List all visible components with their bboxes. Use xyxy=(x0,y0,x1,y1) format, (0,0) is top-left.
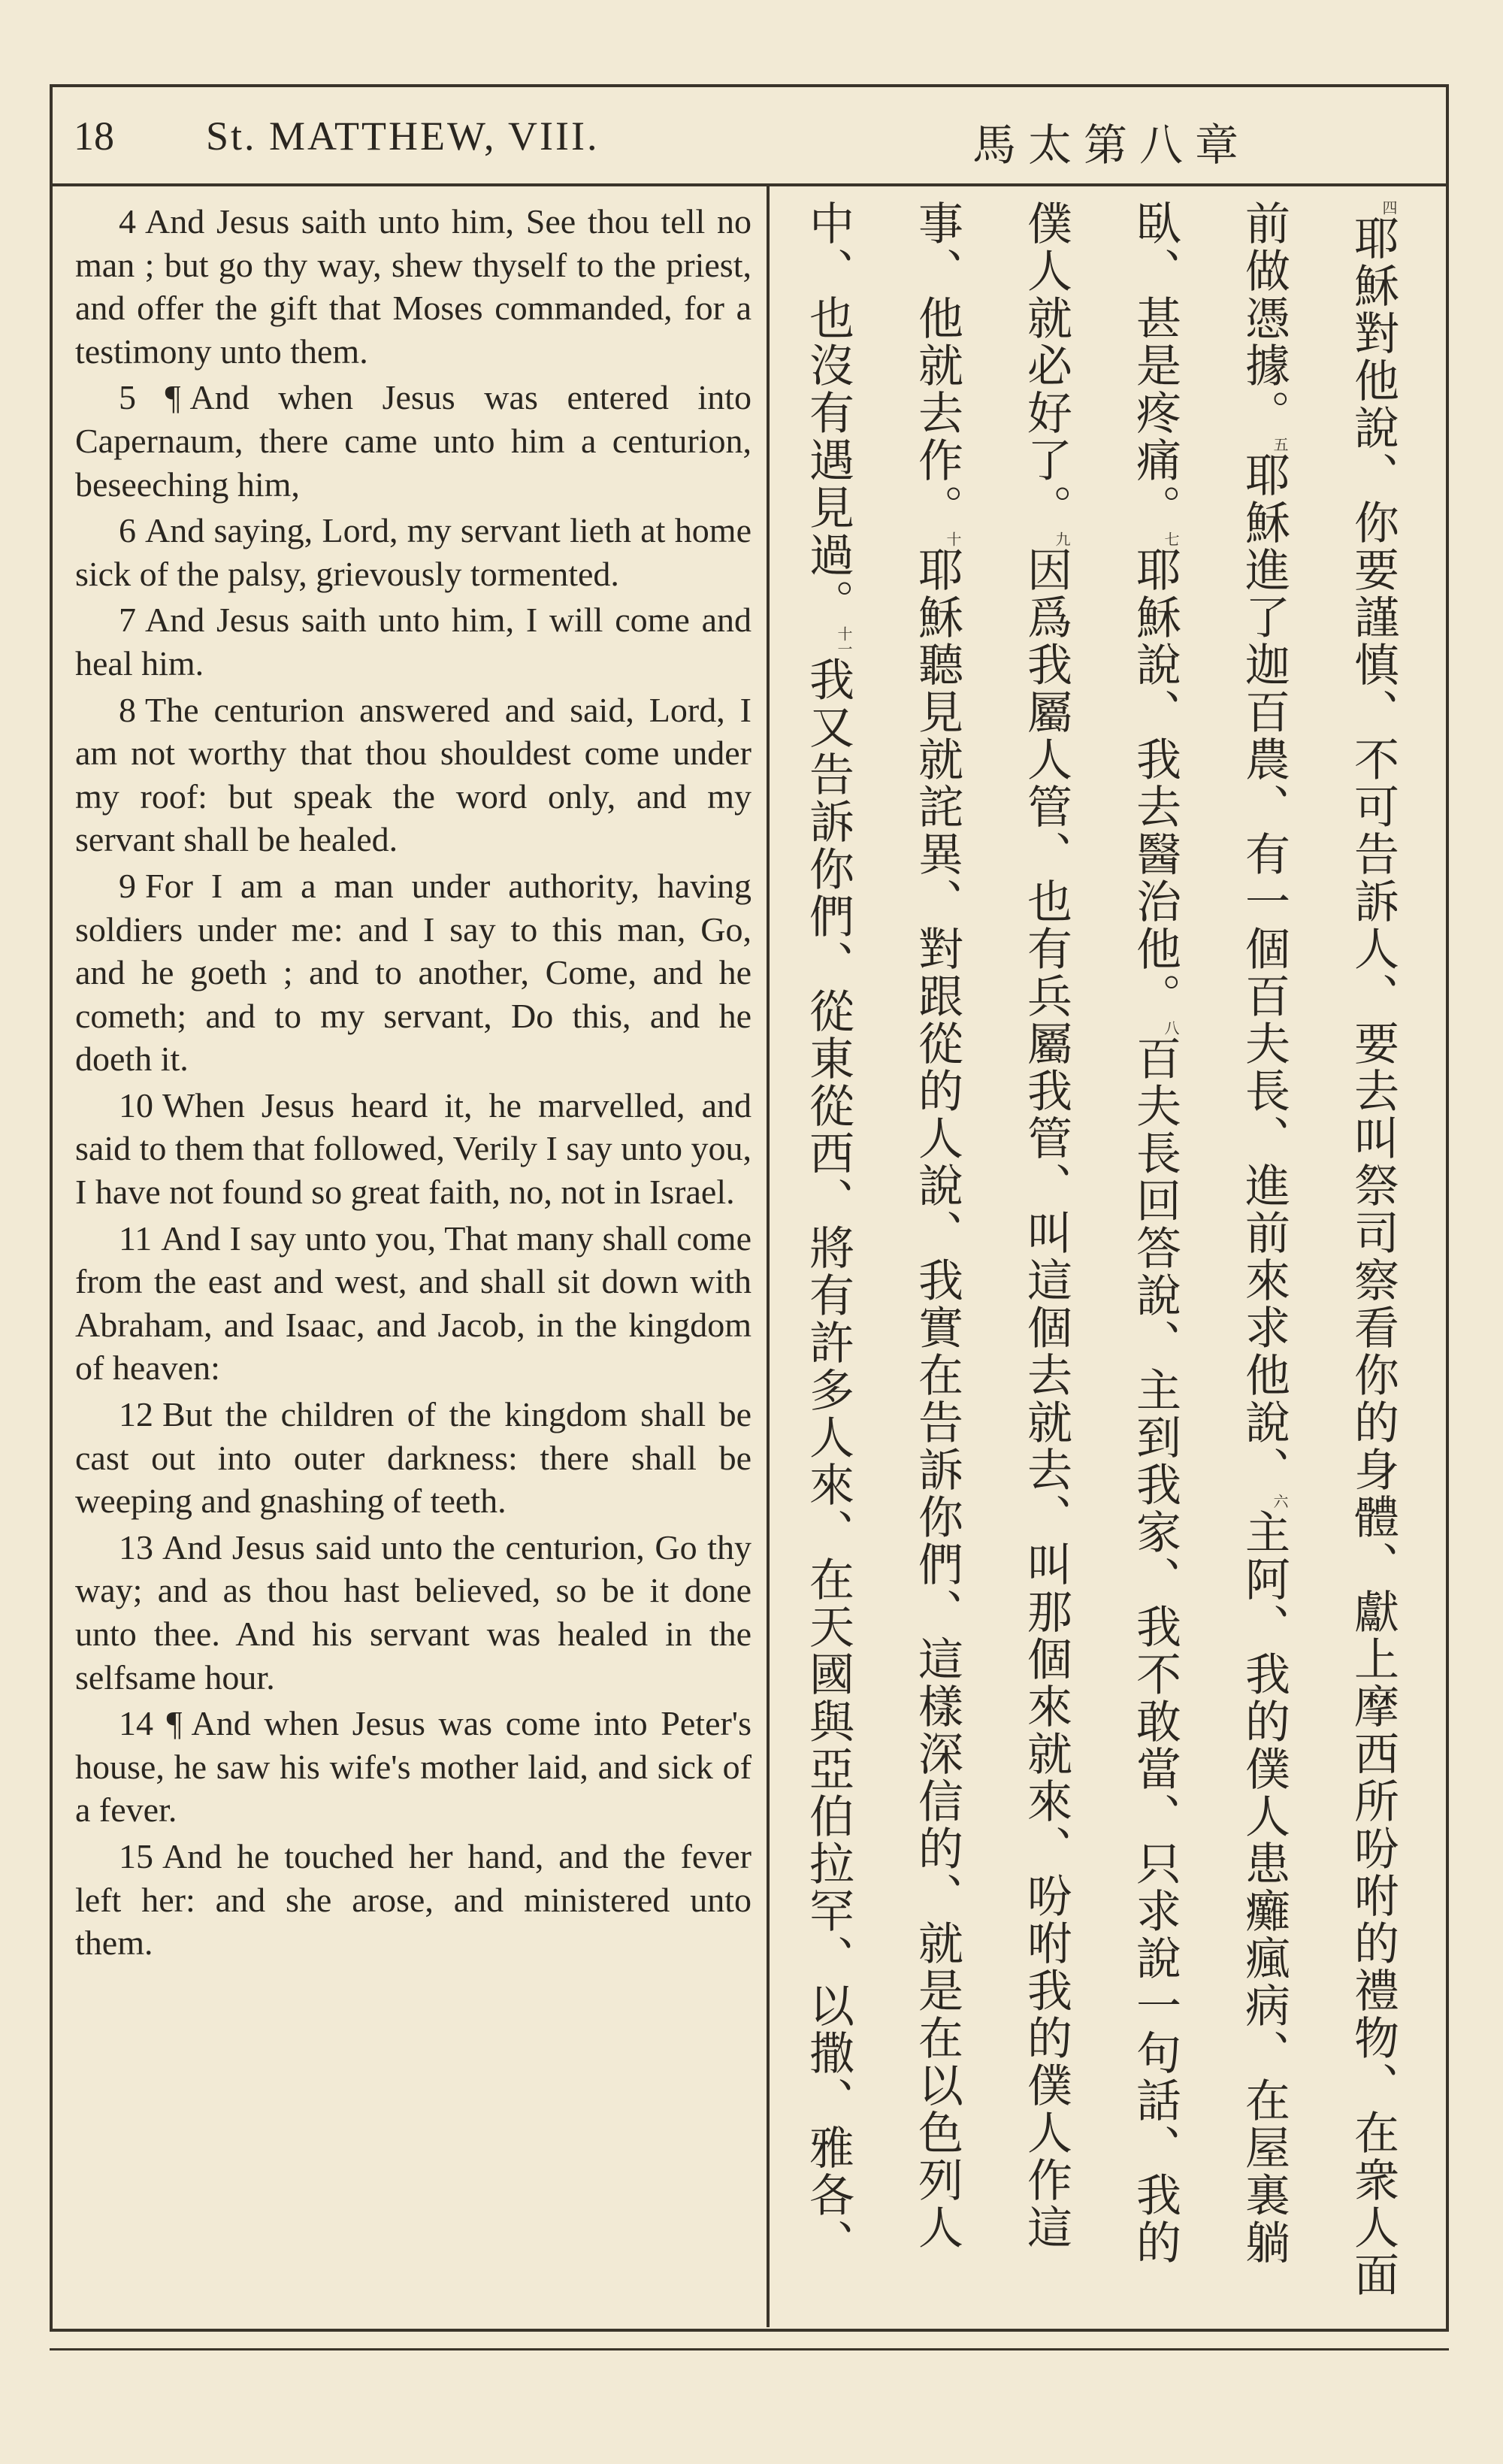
verse-9 xyxy=(75,864,752,1081)
english-running-title: St. MATTHEW, VIII. xyxy=(206,114,600,159)
page-number: 18 xyxy=(74,114,114,159)
chinese-column xyxy=(789,200,1435,2305)
verse-text: And when Jesus was entered into Capernaum, there came unto him a centurion, beseeching him, xyxy=(75,378,752,504)
page-frame xyxy=(50,84,1449,2332)
chinese-verse-number: 八 xyxy=(1162,1020,1180,1035)
verse-text: For I am a man under authority, having soldiers under me: and I say to this man, Go, and he goeth ; and to another, Come, and he cometh; and to my servant, Do this, and he doeth it. xyxy=(75,866,752,1079)
verse-7 xyxy=(75,598,752,685)
verse-number: 8 xyxy=(119,690,136,729)
chinese-verse-number: 五 xyxy=(1271,437,1289,452)
english-column xyxy=(75,200,752,1968)
chinese-verse-text: 耶穌聽見就詫異、對跟從的人說、我實在告訴你們、這樣深信的、就是在以色列人中、也沒有遇見過。 xyxy=(802,200,963,2251)
chinese-verse-text: 耶穌說、我去醫治他。 xyxy=(1129,546,1181,1020)
verse-number: 9 xyxy=(119,866,136,905)
verse-text: And Jesus said unto the centurion, Go thy way; and as thou hast believed, so be it done unto thee. And his servant was healed in the selfsame hour. xyxy=(75,1527,752,1697)
chinese-verse-text: 我又告訴你們、從東從西、將有許多人來、在天國與亞伯拉罕、以撒、雅各、 xyxy=(802,656,854,2266)
verse-text: When Jesus heard it, he marvelled, and said to them that followed, Verily I say unto you, I have not found so great faith, no, not in Israel. xyxy=(75,1085,752,1212)
verse-text: And I say unto you, That many shall come from the east and west, and shall sit down with Abraham, and Isaac, and Jacob, in the kingdom of heaven: xyxy=(75,1218,752,1388)
chinese-verse-number: 十一 xyxy=(835,626,853,656)
verse-10 xyxy=(75,1084,752,1214)
chinese-verse-text: 主阿、我的僕人患癱瘋病、在屋裏躺臥、甚是疼痛。 xyxy=(1129,200,1290,2266)
verse-text: But the children of the kingdom shall be cast out into outer darkness: there shall be weeping and gnashing of teeth. xyxy=(75,1395,752,1521)
bottom-rule xyxy=(50,2348,1449,2350)
verse-11 xyxy=(75,1217,752,1390)
verse-number: 6 xyxy=(119,511,136,550)
verse-text: And saying, Lord, my servant lieth at home sick of the palsy, grievously tormented. xyxy=(75,511,752,593)
chinese-running-title: 馬太第八章 xyxy=(972,120,1250,171)
chinese-verse-number: 六 xyxy=(1271,1494,1289,1509)
verse-text: And when Jesus was come into Peter's house, he saw his wife's mother laid, and sick of a fever. xyxy=(75,1704,752,1830)
verse-number: 14 ¶ xyxy=(119,1704,183,1743)
verse-number: 5 ¶ xyxy=(119,378,181,417)
verse-6 xyxy=(75,509,752,595)
verse-number: 15 xyxy=(119,1836,153,1875)
verse-text: And he touched her hand, and the fever left her: and she arose, and ministered unto them. xyxy=(75,1836,752,1963)
chinese-verse-text: 百夫長回答說、主到我家、我不敢當、只求說一句話、我的僕人就必好了。 xyxy=(1020,200,1181,2266)
chinese-verse-text: 因爲我屬人管、也有兵屬我管、叫這個去就去、叫那個來就來、吩咐我的僕人作這事、他就去作。 xyxy=(911,200,1072,2251)
verse-number: 10 xyxy=(119,1085,153,1125)
chinese-verse-text: 耶穌對他說、你要謹慎、不可告訴人、要去叫祭司察看你的身體、獻上摩西所吩咐的禮物、在衆人面前做憑據。 xyxy=(1238,200,1399,2299)
verse-text: The centurion answered and said, Lord, I am not worthy that thou shouldest come under my roof: but speak the word only, and my servant shall be healed. xyxy=(75,690,752,859)
verse-number: 11 xyxy=(119,1218,153,1258)
verse-12 xyxy=(75,1393,752,1523)
verse-number: 13 xyxy=(119,1527,153,1566)
chinese-verse-number: 十 xyxy=(944,531,962,546)
verse-13 xyxy=(75,1526,752,1699)
verse-15 xyxy=(75,1835,752,1965)
chinese-verse-number: 四 xyxy=(1380,200,1398,215)
running-header xyxy=(53,87,1446,186)
chinese-verse-number: 七 xyxy=(1162,531,1180,546)
verse-5 xyxy=(75,376,752,506)
verse-number: 7 xyxy=(119,601,136,640)
verse-4 xyxy=(75,200,752,373)
verse-14 xyxy=(75,1702,752,1832)
chinese-verse-text: 耶穌進了迦百農、有一個百夫長、進前來求他說、 xyxy=(1238,452,1290,1494)
verse-number: 4 xyxy=(119,202,136,241)
chinese-verse-number: 九 xyxy=(1053,531,1071,546)
column-divider xyxy=(767,183,770,2327)
verse-text: And Jesus saith unto him, I will come and heal him. xyxy=(75,601,752,683)
verse-text: And Jesus saith unto him, See thou tell no man ; but go thy way, shew thyself to the priest, and offer the gift that Moses commanded, for a testimony unto them. xyxy=(75,202,752,371)
verse-number: 12 xyxy=(119,1395,153,1434)
verse-8 xyxy=(75,689,752,861)
